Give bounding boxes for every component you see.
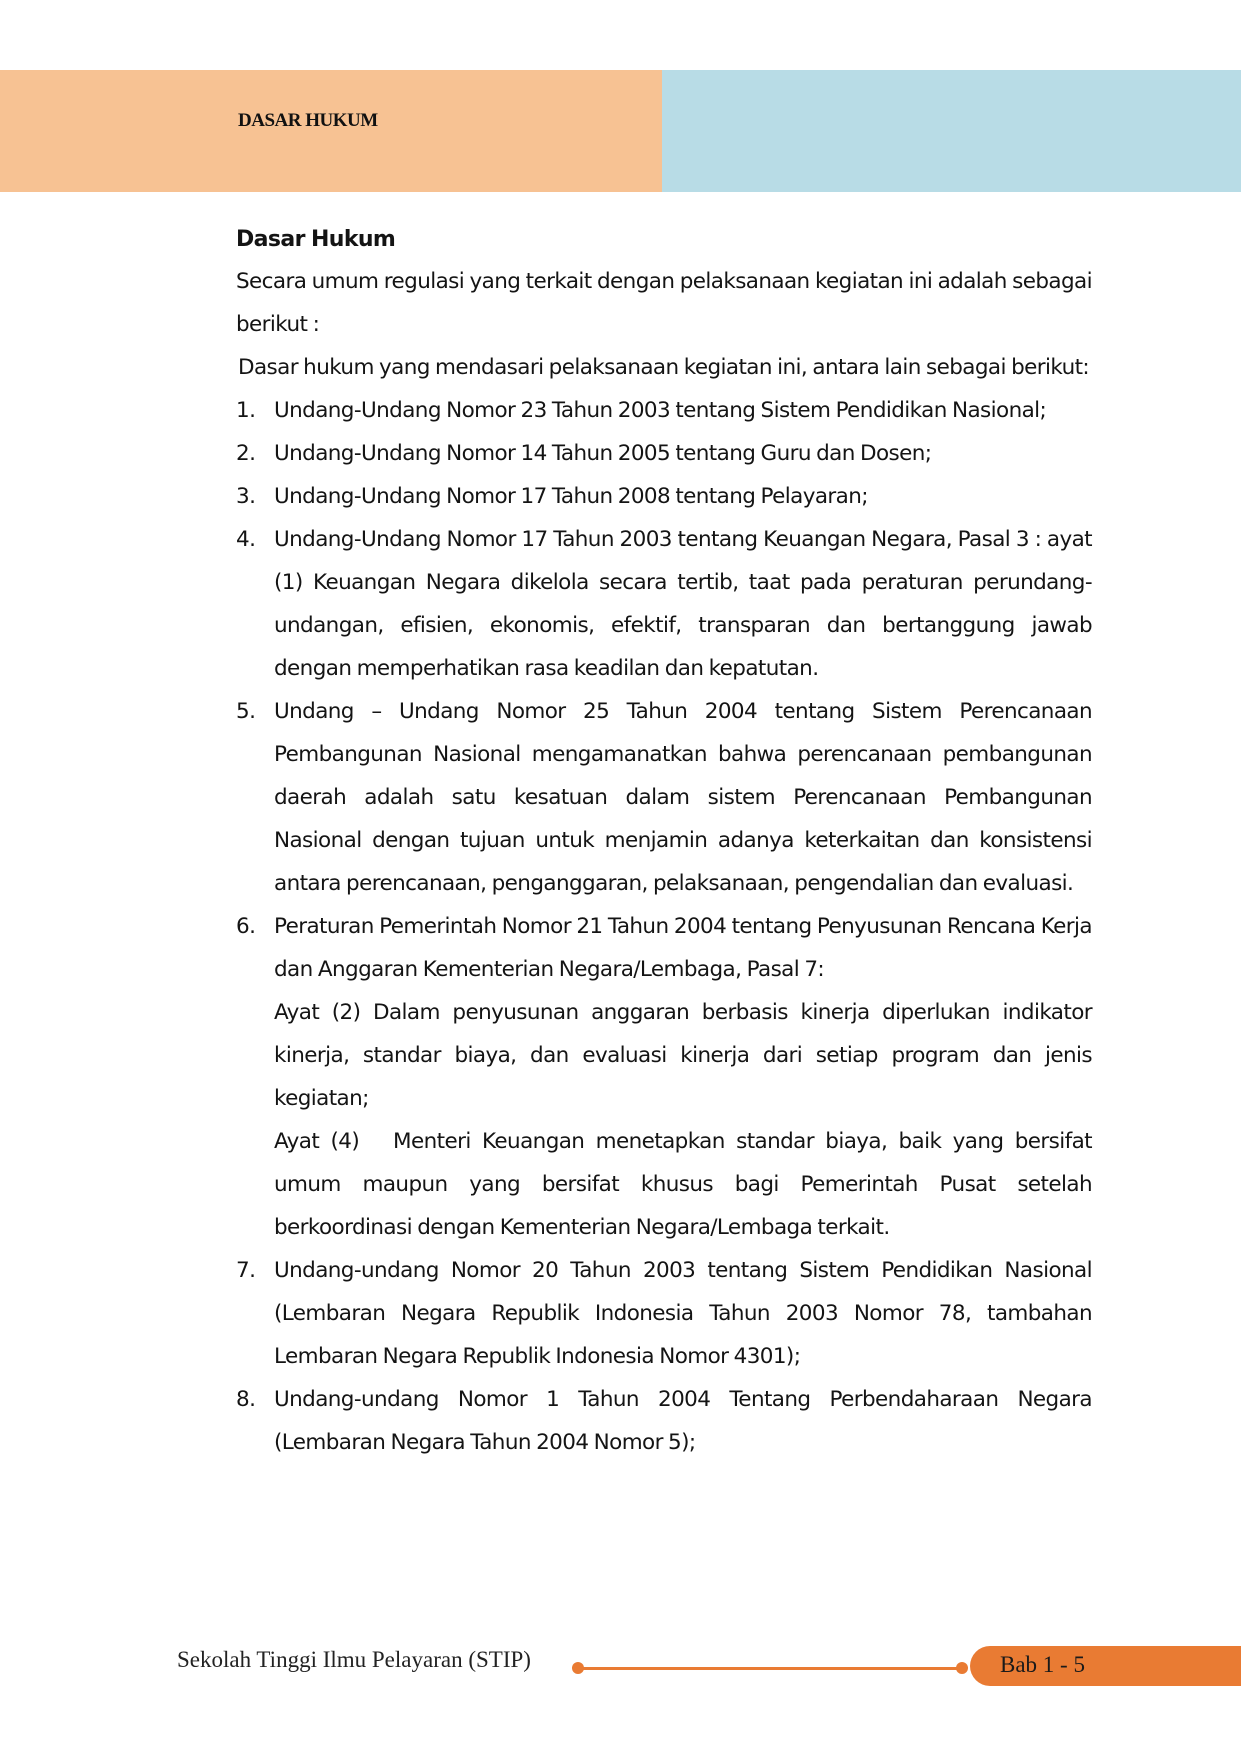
list-item — [236, 905, 1098, 1249]
list-item-text: Undang-Undang Nomor 14 Tahun 2005 tentang Guru dan Dosen; — [274, 441, 932, 466]
list-item-text: Peraturan Pemerintah Nomor 21 Tahun 2004 tentang Penyusunan Rencana Kerja dan Anggaran Kementerian Negara/Lembaga, Pasal 7: — [274, 914, 1092, 982]
list-item-text: Undang – Undang Nomor 25 Tahun 2004 tentang Sistem Perencanaan Pembangunan Nasional mengamanatkan bahwa perencanaan pembangunan daerah adalah satu kesatuan dalam sistem Perencanaan Pembangunan Nasional dengan tujuan untuk menjamin adanya keterkaitan dan konsistensi antara perencanaan, penganggaran, pelaksanaan, pengendalian dan evaluasi. — [274, 699, 1092, 896]
header-band-blue — [662, 70, 1241, 192]
list-number: 2. — [236, 441, 256, 466]
list-item — [236, 432, 1092, 475]
section-heading: Dasar Hukum — [236, 227, 396, 252]
list-item — [236, 690, 1092, 905]
list-item-text: Undang-Undang Nomor 23 Tahun 2003 tentang Sistem Pendidikan Nasional; — [274, 398, 1047, 423]
intro-paragraph: Secara umum regulasi yang terkait dengan pelaksanaan kegiatan ini adalah sebagai berikut : — [236, 269, 1092, 337]
list-item — [236, 475, 1092, 518]
footer-dot-right — [956, 1662, 968, 1674]
sub-clause-ayat-4: Ayat (4) Menteri Keuangan menetapkan standar biaya, baik yang bersifat umum maupun yang bersifat khusus bagi Pemerintah Pusat setelah berkoordinasi dengan Kementerian Negara/Lembaga terkait. — [274, 1129, 1098, 1240]
list-item — [236, 1378, 1092, 1464]
footer-dot-left — [572, 1662, 584, 1674]
list-item-text: Undang-Undang Nomor 17 Tahun 2008 tentang Pelayaran; — [274, 484, 868, 509]
footer-institution: Sekolah Tinggi Ilmu Pelayaran (STIP) — [177, 1647, 531, 1672]
document-body — [236, 220, 1098, 1464]
list-item-text: Undang-undang Nomor 20 Tahun 2003 tentang Sistem Pendidikan Nasional (Lembaran Negara Republik Indonesia Tahun 2003 Nomor 78, tambahan Lembaran Negara Republik Indonesia Nomor 4301); — [274, 1258, 1092, 1369]
list-number: 3. — [236, 484, 256, 509]
list-item-text: Undang-undang Nomor 1 Tahun 2004 Tentang Perbendaharaan Negara (Lembaran Negara Tahun 2004 Nomor 5); — [274, 1387, 1092, 1455]
sub-clause-ayat-2: Ayat (2) Dalam penyusunan anggaran berbasis kinerja diperlukan indikator kinerja, standar biaya, dan evaluasi kinerja dari setiap program dan jenis kegiatan; — [274, 1000, 1092, 1111]
list-item-text: Undang-Undang Nomor 17 Tahun 2003 tentang Keuangan Negara, Pasal 3 : ayat (1) Keuangan Negara dikelola secara tertib, taat pada peraturan perundang-undangan, efisien, ekonomis, efektif, transparan dan bertanggung jawab dengan memperhatikan rasa keadilan dan kepatutan. — [274, 527, 1092, 681]
list-item — [236, 518, 1092, 690]
list-number: 5. — [236, 699, 256, 724]
list-number: 4. — [236, 527, 256, 552]
list-number: 6. — [236, 914, 256, 939]
list-number: 8. — [236, 1387, 256, 1412]
intro-paragraph-2: Dasar hukum yang mendasari pelaksanaan kegiatan ini, antara lain sebagai berikut: — [238, 355, 1090, 380]
page-number-tab — [970, 1646, 1241, 1686]
legal-basis-list — [236, 389, 1098, 1464]
list-item — [236, 1249, 1092, 1378]
list-item — [236, 389, 1092, 432]
footer-divider-line — [578, 1667, 962, 1670]
page-number: Bab 1 - 5 — [1000, 1652, 1085, 1677]
list-number: 7. — [236, 1258, 256, 1283]
list-number: 1. — [236, 398, 256, 423]
chapter-header-title: DASAR HUKUM — [238, 110, 378, 131]
